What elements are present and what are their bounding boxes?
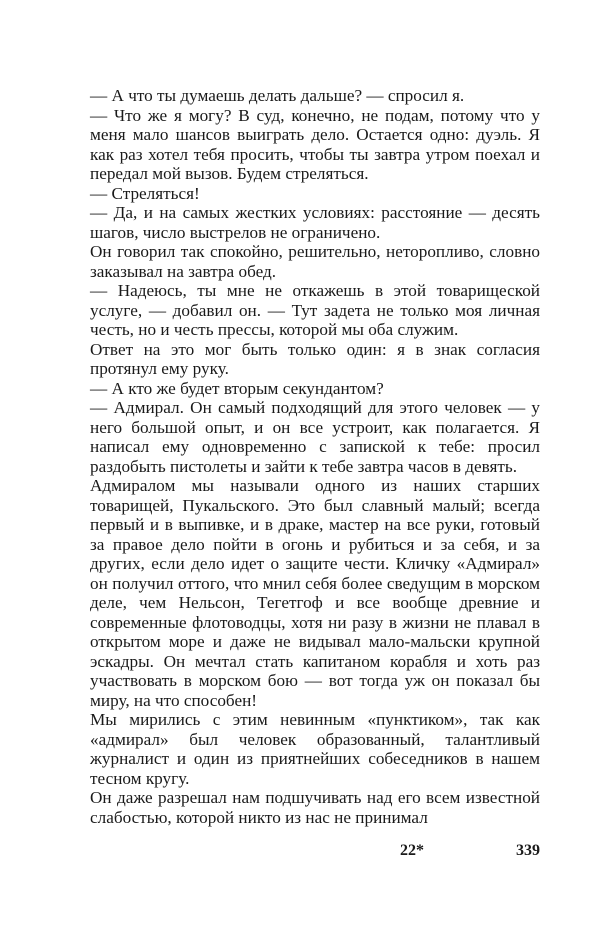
- page-footer: [90, 842, 540, 864]
- text-block: [90, 86, 540, 827]
- paragraph: Мы мирились с этим невинным «пунктиком», так как «адмирал» был человек образованный, талантливый журналист и один из приятнейших собеседников в нашем тесном кругу.: [90, 710, 540, 788]
- paragraph: — Надеюсь, ты мне не откажешь в этой товарищеской услуге, — добавил он. — Тут задета не только моя личная честь, но и честь прессы, которой мы оба служим.: [90, 281, 540, 339]
- paragraph: Адмиралом мы называли одного из наших старших товарищей, Пукальского. Это был славный малый; всегда первый и в выпивке, и в драке, мастер на все руки, готовый за правое дело пойти в огонь и рубиться и за себя, и за других, если дело идет о защите чести. Кличку «Адмирал» он получил оттого, что мнил себя более сведущим в морском деле, чем Нельсон, Тегетгоф и все вообще древние и современные флотоводцы, хотя ни разу в жизни не плавал в открытом море и даже не видывал мало-мальски крупной эскадры. Он мечтал стать капитаном корабля и хоть раз участвовать в морском бою — вот тогда уж он показал бы миру, на что способен!: [90, 476, 540, 710]
- paragraph: — Что же я могу? В суд, конечно, не подам, потому что у меня мало шансов выиграть дело. Остается одно: дуэль. Я как раз хотел тебя просить, чтобы ты завтра утром поехал и передал мой вызов. Будем стреляться.: [90, 105, 540, 183]
- page-number: 339: [516, 842, 540, 859]
- signature-mark: 22*: [400, 842, 424, 859]
- paragraph: — А кто же будет вторым секундантом?: [90, 378, 384, 398]
- page-body: [90, 86, 540, 827]
- paragraph: — Адмирал. Он самый подходящий для этого человек — у него большой опыт, и он все устроит, как полагается. Я написал ему одновременно с запиской к тебе: просил раздобыть пистолеты и зайти к тебе завтра часов в девять.: [90, 398, 540, 476]
- paragraph: Ответ на это мог быть только один: я в знак согласия протянул ему руку.: [90, 339, 540, 378]
- paragraph: — Стреляться!: [90, 183, 200, 203]
- paragraph: Он говорил так спокойно, решительно, неторопливо, словно заказывал на завтра обед.: [90, 242, 540, 281]
- paragraph: — Да, и на самых жестких условиях: расстояние — десять шагов, число выстрелов не ограничено.: [90, 203, 540, 242]
- paragraph: — А что ты думаешь делать дальше? — спросил я.: [90, 86, 465, 105]
- paragraph: Он даже разрешал нам подшучивать над его всем известной слабостью, которой никто из нас не принимал: [90, 788, 540, 827]
